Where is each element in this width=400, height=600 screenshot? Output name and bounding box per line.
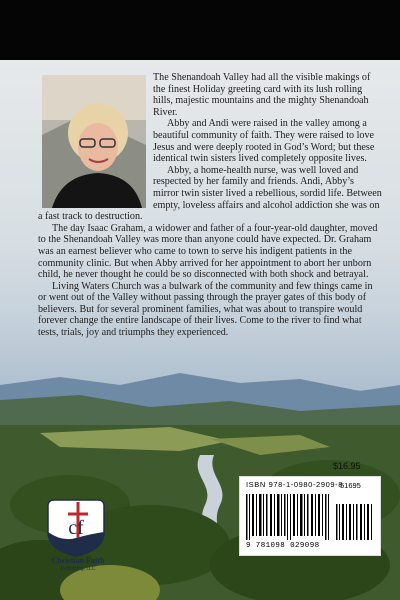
blurb-paragraph: The Shenandoah Valley had all the visible makings of the finest Holiday greeting card with its lush rolling hills, majestic mountains and the mighty Shenandoah River. [153,72,371,118]
blurb-paragraph: The day Isaac Graham, a widower and father of a four-year-old daughter, moved to the Shenandoah Valley was more than anyone could have expected. Dr. Graham was an earnest believer who came to town to serve his indigent patients in the community clinic. But when Abby arrived for her appointment to abort her unborn child, he never thought he could be so disconnected with both shock and betrayal. [38,222,378,281]
top-black-bar [0,0,400,60]
isbn-text: ISBN 978-1-0980-2909-8 [246,480,344,489]
publisher-logo [42,498,110,558]
blurb-paragraph: Abby, a home-health nurse, was well loved and respected by her family and friends. Andi, Abby’s mirror twin sister lived a rebellious, sordid life. Between empty, loveless affairs and alcohol addiction she was on a fast track to destruction. [38,164,382,223]
publisher-subtitle: Publishing, LLC [60,566,96,572]
back-cover-blurb [38,72,382,339]
barcode-bars [244,490,376,542]
publisher-name: Christian Faith [51,556,105,565]
logo-letters: cf [68,517,84,539]
publisher-logo-mark [42,498,110,558]
price-label: $16.95 [333,461,361,471]
barcode-number: 9 781098 029098 [246,542,320,550]
price-code: 51695 [340,481,361,490]
isbn-barcode [239,476,381,556]
blurb-paragraph: Living Waters Church was a bulwark of the community and few things came in or went out of the Valley without passing through the prayer gates of this body of believers. But for several prominent families, what was about to transpire would forever change the entire landscape of their lives. Come to the river to find what tests, trials, joy and triumphs they experienced. [38,280,373,339]
blurb-paragraph: Abby and Andi were raised in the valley among a beautiful community of faith. They were raised to love Jesus and were deeply rooted in God’s Word; but these identical twin sisters lived completely opposite lives. [153,118,375,165]
